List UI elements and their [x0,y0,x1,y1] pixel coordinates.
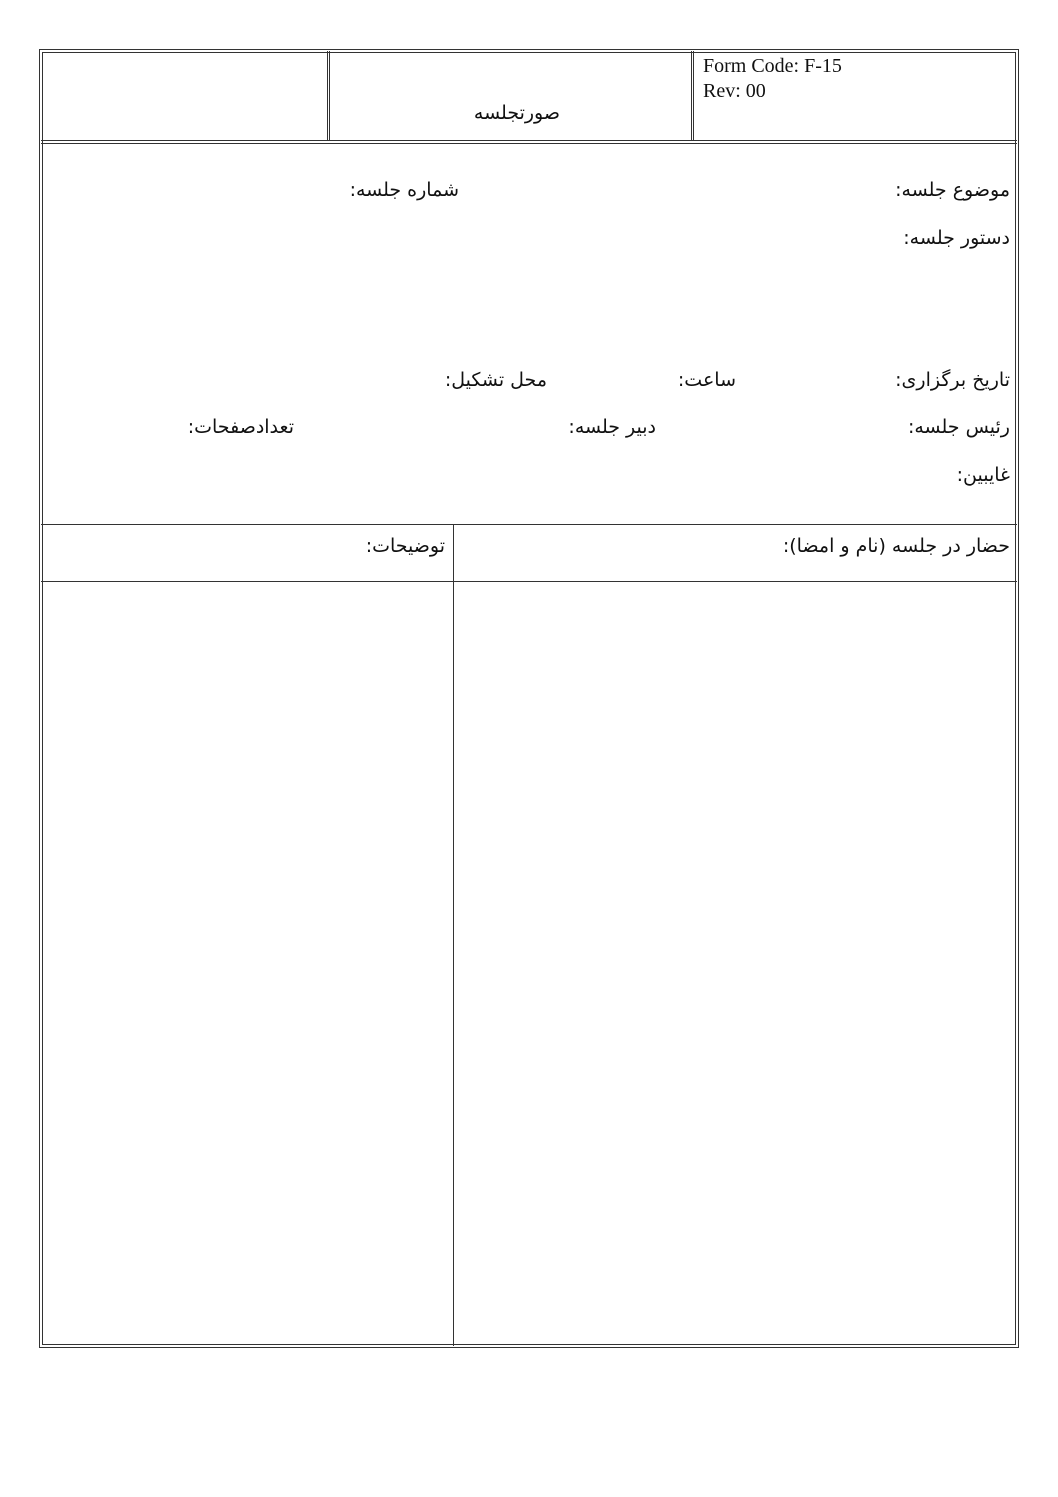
meeting-number-label: شماره جلسه: [349,179,459,201]
attendees-label: حضار در جلسه (نام و امضا): [782,535,1010,557]
notes-label: توضیحات: [365,535,445,557]
attendance-top-line [41,524,1017,525]
notes-cell [42,583,452,1345]
page-title: صورتجلسه [473,102,560,124]
absentees-label: غایبین: [956,464,1010,486]
location-label: محل تشکیل: [444,369,547,391]
subject-label: موضوع جلسه: [895,179,1010,201]
header-divider-right-2 [693,51,694,140]
header-divider-left [327,51,328,140]
time-label: ساعت: [677,369,736,391]
date-label: تاریخ برگزاری: [895,369,1010,391]
header-divider-right [691,51,692,140]
agenda-label: دستور جلسه: [903,227,1010,249]
pages-label: تعدادصفحات: [187,416,294,438]
chair-label: رئیس جلسه: [907,416,1010,438]
header-bottom-line-2 [41,143,1017,144]
form-code: Form Code: F-15 [703,55,842,77]
header-divider-left-2 [329,51,330,140]
secretary-label: دبیر جلسه: [568,416,656,438]
header-bottom-line [41,140,1017,141]
attendees-cell [455,583,1016,1345]
attendance-header-line [41,581,1017,582]
revision: Rev: 00 [703,80,766,102]
attendance-column-divider [453,524,454,1346]
